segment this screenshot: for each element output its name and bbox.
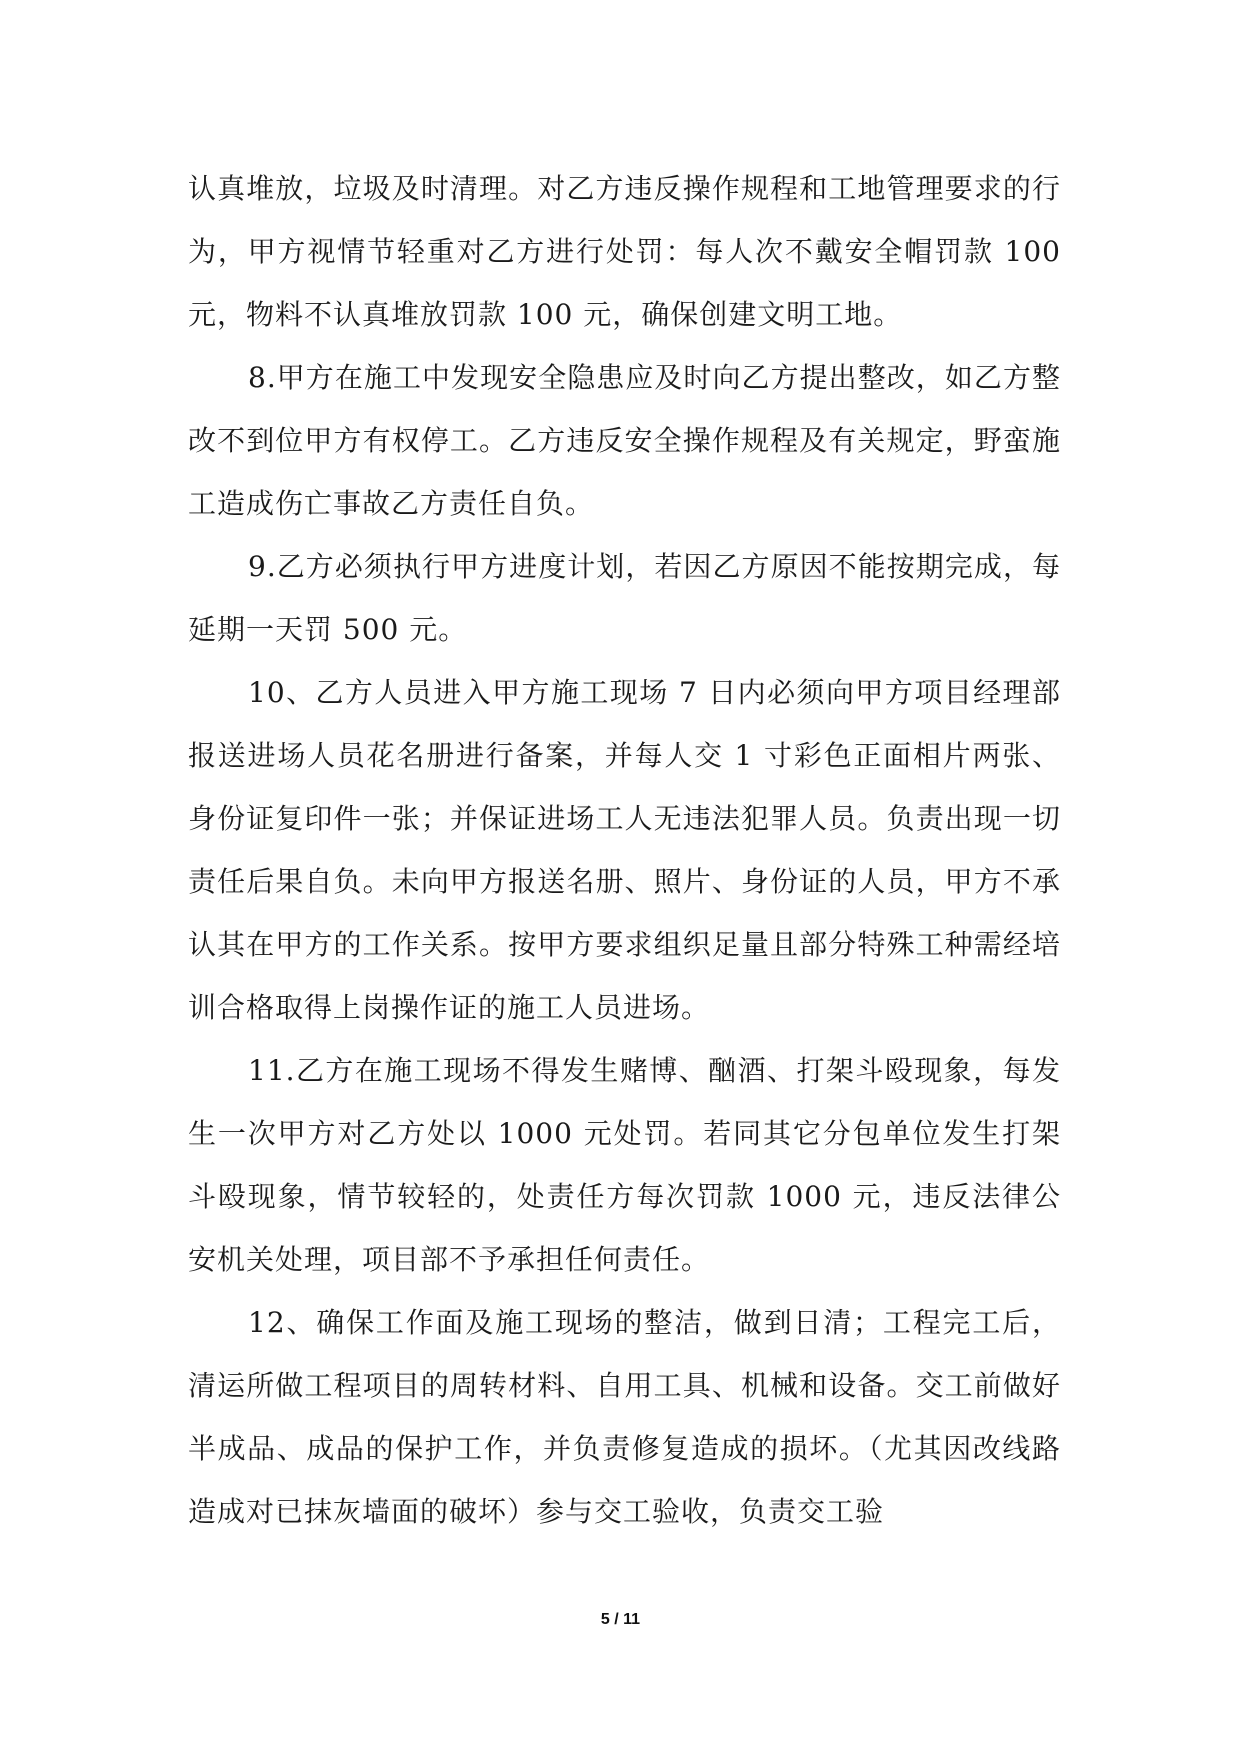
page-number: 5 / 11 [600,1611,641,1628]
paragraph-clause-12: 12、确保工作面及施工现场的整洁，做到日清；工程完工后，清运所做工程项目的周转材料、自用工具、机械和设备。交工前做好半成品、成品的保护工作，并负责修复造成的损坏。（尤其因改线路造成对已抹灰墙面的破坏）参与交工验收，负责交工验 [188,1306,1061,1528]
paragraph-clause-11: 11.乙方在施工现场不得发生赌博、酗酒、打架斗殴现象，每发生一次甲方对乙方处以 1000 元处罚。若同其它分包单位发生打架斗殴现象，情节较轻的，处责任方每次罚款 1000 元，违反法律公安机关处理，项目部不予承担任何责任。 [188,1054,1061,1276]
document-body [188,157,1061,1543]
paragraph-clause-8: 8.甲方在施工中发现安全隐患应及时向乙方提出整改，如乙方整改不到位甲方有权停工。乙方违反安全操作规程及有关规定，野蛮施工造成伤亡事故乙方责任自负。 [188,361,1061,520]
paragraph-continuation: 认真堆放，垃圾及时清理。对乙方违反操作规程和工地管理要求的行为，甲方视情节轻重对乙方进行处罚：每人次不戴安全帽罚款 100 元，物料不认真堆放罚款 100 元，确保创建文明工地。 [188,172,1061,331]
paragraph-clause-9: 9.乙方必须执行甲方进度计划，若因乙方原因不能按期完成，每延期一天罚 500 元。 [188,550,1061,646]
paragraph-clause-10: 10、乙方人员进入甲方施工现场 7 日内必须向甲方项目经理部报送进场人员花名册进行备案，并每人交 1 寸彩色正面相片两张、身份证复印件一张；并保证进场工人无违法犯罪人员。负责出现一切责任后果自负。未向甲方报送名册、照片、身份证的人员，甲方不承认其在甲方的工作关系。按甲方要求组织足量且部分特殊工种需经培训合格取得上岗操作证的施工人员进场。 [188,676,1061,1024]
